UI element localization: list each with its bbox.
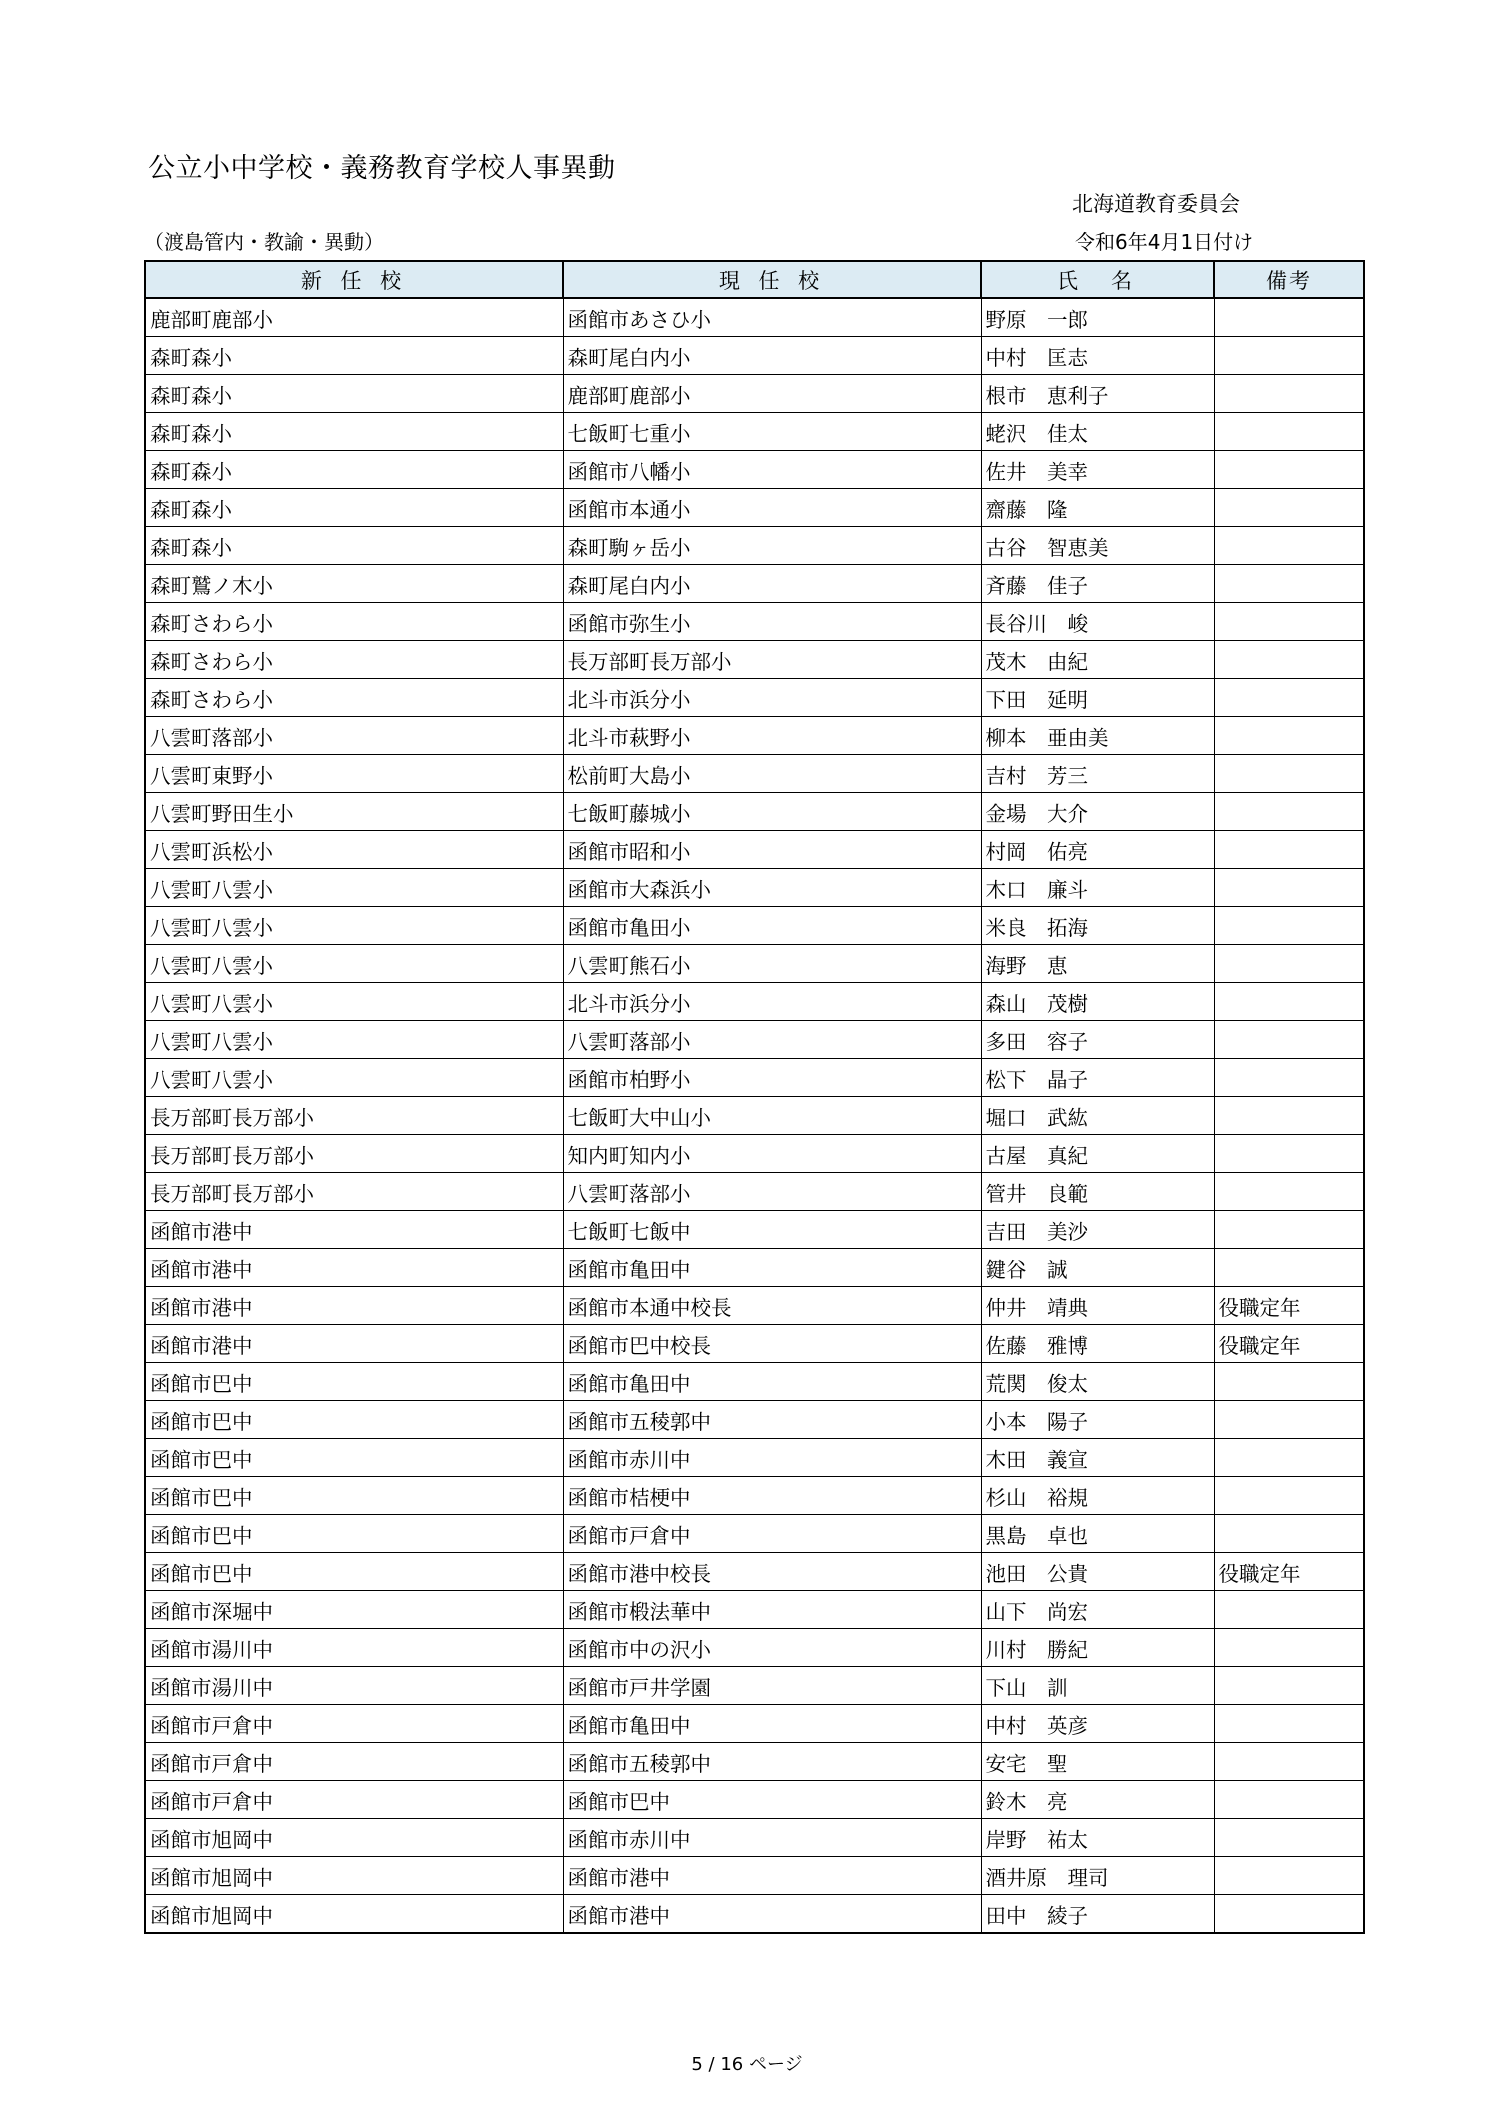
current-school-cell: 函館市弥生小 (563, 603, 981, 641)
remarks-cell (1214, 298, 1364, 337)
name-cell: 吉村 芳三 (981, 755, 1214, 793)
new-school-cell: 鹿部町鹿部小 (145, 298, 563, 337)
table-row (145, 907, 1364, 945)
current-school-cell: 函館市大森浜小 (563, 869, 981, 907)
current-school-cell: 森町駒ヶ岳小 (563, 527, 981, 565)
remarks-cell (1214, 337, 1364, 375)
remarks-cell (1214, 1857, 1364, 1895)
current-school-cell: 七飯町藤城小 (563, 793, 981, 831)
new-school-cell: 函館市巴中 (145, 1515, 563, 1553)
table-row (145, 337, 1364, 375)
table-row (145, 679, 1364, 717)
name-cell: 蛯沢 佳太 (981, 413, 1214, 451)
current-school-cell: 函館市椴法華中 (563, 1591, 981, 1629)
remarks-cell (1214, 413, 1364, 451)
current-school-cell: 北斗市萩野小 (563, 717, 981, 755)
current-school-cell: 函館市戸倉中 (563, 1515, 981, 1553)
header-name: 氏 名 (981, 261, 1214, 298)
name-cell: 酒井原 理司 (981, 1857, 1214, 1895)
table-row (145, 1781, 1364, 1819)
name-cell: 佐藤 雅博 (981, 1325, 1214, 1363)
name-cell: 中村 匡志 (981, 337, 1214, 375)
table-row (145, 831, 1364, 869)
table-row (145, 1819, 1364, 1857)
new-school-cell: 森町森小 (145, 337, 563, 375)
current-school-cell: 八雲町熊石小 (563, 945, 981, 983)
name-cell: 古谷 智恵美 (981, 527, 1214, 565)
new-school-cell: 函館市湯川中 (145, 1629, 563, 1667)
name-cell: 木田 義宣 (981, 1439, 1214, 1477)
current-school-cell: 函館市中の沢小 (563, 1629, 981, 1667)
current-school-cell: 函館市赤川中 (563, 1439, 981, 1477)
current-school-cell: 長万部町長万部小 (563, 641, 981, 679)
table-row (145, 451, 1364, 489)
current-school-cell: 函館市亀田中 (563, 1249, 981, 1287)
table-row (145, 1211, 1364, 1249)
current-school-cell: 北斗市浜分小 (563, 983, 981, 1021)
remarks-cell (1214, 1667, 1364, 1705)
name-cell: 茂木 由紀 (981, 641, 1214, 679)
table-header-row (145, 261, 1364, 298)
remarks-cell (1214, 793, 1364, 831)
new-school-cell: 長万部町長万部小 (145, 1173, 563, 1211)
current-school-cell: 函館市桔梗中 (563, 1477, 981, 1515)
current-school-cell: 函館市戸井学園 (563, 1667, 981, 1705)
new-school-cell: 函館市港中 (145, 1325, 563, 1363)
new-school-cell: 函館市巴中 (145, 1401, 563, 1439)
table-row (145, 1553, 1364, 1591)
header-current-school: 現 任 校 (563, 261, 981, 298)
remarks-cell (1214, 641, 1364, 679)
remarks-cell (1214, 1591, 1364, 1629)
remarks-cell (1214, 565, 1364, 603)
new-school-cell: 函館市巴中 (145, 1553, 563, 1591)
remarks-cell (1214, 1819, 1364, 1857)
name-cell: 鍵谷 誠 (981, 1249, 1214, 1287)
name-cell: 古屋 真紀 (981, 1135, 1214, 1173)
new-school-cell: 函館市戸倉中 (145, 1705, 563, 1743)
new-school-cell: 森町森小 (145, 451, 563, 489)
current-school-cell: 函館市巴中 (563, 1781, 981, 1819)
table-row (145, 1439, 1364, 1477)
name-cell: 堀口 武紘 (981, 1097, 1214, 1135)
new-school-cell: 森町さわら小 (145, 679, 563, 717)
table-row (145, 1705, 1364, 1743)
new-school-cell: 八雲町八雲小 (145, 907, 563, 945)
remarks-cell (1214, 717, 1364, 755)
new-school-cell: 函館市戸倉中 (145, 1743, 563, 1781)
remarks-cell (1214, 1477, 1364, 1515)
table-row (145, 1629, 1364, 1667)
new-school-cell: 森町森小 (145, 527, 563, 565)
remarks-cell (1214, 679, 1364, 717)
name-cell: 川村 勝紀 (981, 1629, 1214, 1667)
current-school-cell: 函館市港中 (563, 1857, 981, 1895)
new-school-cell: 函館市巴中 (145, 1439, 563, 1477)
table-row (145, 641, 1364, 679)
current-school-cell: 函館市港中 (563, 1895, 981, 1934)
current-school-cell: 函館市本通小 (563, 489, 981, 527)
remarks-cell: 役職定年 (1214, 1287, 1364, 1325)
current-school-cell: 八雲町落部小 (563, 1173, 981, 1211)
remarks-cell (1214, 1021, 1364, 1059)
new-school-cell: 函館市旭岡中 (145, 1819, 563, 1857)
remarks-cell: 役職定年 (1214, 1553, 1364, 1591)
new-school-cell: 八雲町八雲小 (145, 1059, 563, 1097)
current-school-cell: 七飯町七重小 (563, 413, 981, 451)
table-row (145, 755, 1364, 793)
new-school-cell: 八雲町東野小 (145, 755, 563, 793)
table-row (145, 1249, 1364, 1287)
remarks-cell (1214, 1135, 1364, 1173)
remarks-cell (1214, 603, 1364, 641)
current-school-cell: 七飯町七飯中 (563, 1211, 981, 1249)
new-school-cell: 函館市港中 (145, 1249, 563, 1287)
current-school-cell: 七飯町大中山小 (563, 1097, 981, 1135)
table-row (145, 1857, 1364, 1895)
remarks-cell (1214, 869, 1364, 907)
name-cell: 中村 英彦 (981, 1705, 1214, 1743)
name-cell: 荒関 俊太 (981, 1363, 1214, 1401)
table-row (145, 1401, 1364, 1439)
current-school-cell: 函館市あさひ小 (563, 298, 981, 337)
remarks-cell (1214, 1895, 1364, 1934)
table-row (145, 1363, 1364, 1401)
remarks-cell (1214, 983, 1364, 1021)
current-school-cell: 函館市亀田中 (563, 1363, 981, 1401)
table-row (145, 1477, 1364, 1515)
table-row (145, 983, 1364, 1021)
remarks-cell (1214, 1515, 1364, 1553)
name-cell: 松下 晶子 (981, 1059, 1214, 1097)
name-cell: 金場 大介 (981, 793, 1214, 831)
new-school-cell: 森町鷲ノ木小 (145, 565, 563, 603)
name-cell: 森山 茂樹 (981, 983, 1214, 1021)
new-school-cell: 森町森小 (145, 413, 563, 451)
header-new-school: 新 任 校 (145, 261, 563, 298)
current-school-cell: 函館市亀田中 (563, 1705, 981, 1743)
new-school-cell: 八雲町浜松小 (145, 831, 563, 869)
name-cell: 下田 延明 (981, 679, 1214, 717)
new-school-cell: 長万部町長万部小 (145, 1135, 563, 1173)
table-row (145, 298, 1364, 337)
new-school-cell: 函館市巴中 (145, 1363, 563, 1401)
table-row (145, 1173, 1364, 1211)
remarks-cell (1214, 1439, 1364, 1477)
table-row (145, 1059, 1364, 1097)
remarks-cell (1214, 375, 1364, 413)
name-cell: 下山 訓 (981, 1667, 1214, 1705)
current-school-cell: 函館市港中校長 (563, 1553, 981, 1591)
name-cell: 仲井 靖典 (981, 1287, 1214, 1325)
table-row (145, 1325, 1364, 1363)
new-school-cell: 八雲町野田生小 (145, 793, 563, 831)
current-school-cell: 函館市巴中校長 (563, 1325, 981, 1363)
table-row (145, 869, 1364, 907)
remarks-cell (1214, 1781, 1364, 1819)
current-school-cell: 函館市柏野小 (563, 1059, 981, 1097)
new-school-cell: 八雲町八雲小 (145, 869, 563, 907)
new-school-cell: 函館市湯川中 (145, 1667, 563, 1705)
effective-date: 令和6年4月1日付け (1075, 230, 1254, 254)
header-remarks: 備考 (1214, 261, 1364, 298)
new-school-cell: 森町森小 (145, 375, 563, 413)
remarks-cell (1214, 1401, 1364, 1439)
remarks-cell (1214, 1249, 1364, 1287)
current-school-cell: 八雲町落部小 (563, 1021, 981, 1059)
name-cell: 吉田 美沙 (981, 1211, 1214, 1249)
current-school-cell: 函館市五稜郭中 (563, 1743, 981, 1781)
table-row (145, 565, 1364, 603)
table-row (145, 375, 1364, 413)
current-school-cell: 函館市亀田小 (563, 907, 981, 945)
name-cell: 佐井 美幸 (981, 451, 1214, 489)
name-cell: 海野 恵 (981, 945, 1214, 983)
remarks-cell (1214, 1059, 1364, 1097)
new-school-cell: 森町さわら小 (145, 603, 563, 641)
name-cell: 柳本 亜由美 (981, 717, 1214, 755)
name-cell: 安宅 聖 (981, 1743, 1214, 1781)
new-school-cell: 函館市戸倉中 (145, 1781, 563, 1819)
name-cell: 田中 綾子 (981, 1895, 1214, 1934)
table-row (145, 603, 1364, 641)
name-cell: 杉山 裕規 (981, 1477, 1214, 1515)
new-school-cell: 函館市旭岡中 (145, 1895, 563, 1934)
current-school-cell: 鹿部町鹿部小 (563, 375, 981, 413)
table-row (145, 793, 1364, 831)
new-school-cell: 八雲町八雲小 (145, 983, 563, 1021)
remarks-cell (1214, 1173, 1364, 1211)
name-cell: 斉藤 佳子 (981, 565, 1214, 603)
current-school-cell: 函館市赤川中 (563, 1819, 981, 1857)
new-school-cell: 森町森小 (145, 489, 563, 527)
remarks-cell (1214, 755, 1364, 793)
table-row (145, 1667, 1364, 1705)
current-school-cell: 松前町大島小 (563, 755, 981, 793)
remarks-cell (1214, 1211, 1364, 1249)
remarks-cell: 役職定年 (1214, 1325, 1364, 1363)
table-row (145, 1287, 1364, 1325)
remarks-cell (1214, 1363, 1364, 1401)
current-school-cell: 函館市本通中校長 (563, 1287, 981, 1325)
new-school-cell: 長万部町長万部小 (145, 1097, 563, 1135)
name-cell: 山下 尚宏 (981, 1591, 1214, 1629)
table-row (145, 1591, 1364, 1629)
name-cell: 黒島 卓也 (981, 1515, 1214, 1553)
current-school-cell: 函館市五稜郭中 (563, 1401, 981, 1439)
table-row (145, 1895, 1364, 1934)
current-school-cell: 知内町知内小 (563, 1135, 981, 1173)
remarks-cell (1214, 907, 1364, 945)
remarks-cell (1214, 1743, 1364, 1781)
name-cell: 齋藤 隆 (981, 489, 1214, 527)
page-subtitle: （渡島管内・教諭・異動） (144, 230, 384, 254)
table-row (145, 527, 1364, 565)
table-row (145, 1515, 1364, 1553)
remarks-cell (1214, 945, 1364, 983)
name-cell: 多田 容子 (981, 1021, 1214, 1059)
new-school-cell: 函館市旭岡中 (145, 1857, 563, 1895)
new-school-cell: 八雲町落部小 (145, 717, 563, 755)
remarks-cell (1214, 831, 1364, 869)
new-school-cell: 森町さわら小 (145, 641, 563, 679)
name-cell: 小本 陽子 (981, 1401, 1214, 1439)
name-cell: 木口 廉斗 (981, 869, 1214, 907)
new-school-cell: 函館市港中 (145, 1211, 563, 1249)
organization-name: 北海道教育委員会 (1072, 192, 1240, 216)
page-number: 5 / 16 ページ (691, 2054, 803, 2075)
remarks-cell (1214, 489, 1364, 527)
table-row (145, 1097, 1364, 1135)
name-cell: 鈴木 亮 (981, 1781, 1214, 1819)
current-school-cell: 森町尾白内小 (563, 337, 981, 375)
remarks-cell (1214, 527, 1364, 565)
name-cell: 岸野 祐太 (981, 1819, 1214, 1857)
new-school-cell: 八雲町八雲小 (145, 945, 563, 983)
table-row (145, 489, 1364, 527)
name-cell: 管井 良範 (981, 1173, 1214, 1211)
name-cell: 根市 恵利子 (981, 375, 1214, 413)
name-cell: 村岡 佑亮 (981, 831, 1214, 869)
remarks-cell (1214, 1097, 1364, 1135)
current-school-cell: 函館市昭和小 (563, 831, 981, 869)
table-row (145, 413, 1364, 451)
page-title: 公立小中学校・義務教育学校人事異動 (148, 153, 616, 184)
name-cell: 米良 拓海 (981, 907, 1214, 945)
current-school-cell: 北斗市浜分小 (563, 679, 981, 717)
table-row (145, 1135, 1364, 1173)
remarks-cell (1214, 451, 1364, 489)
remarks-cell (1214, 1629, 1364, 1667)
new-school-cell: 函館市港中 (145, 1287, 563, 1325)
name-cell: 野原 一郎 (981, 298, 1214, 337)
table-row (145, 1021, 1364, 1059)
table-row (145, 945, 1364, 983)
table-row (145, 717, 1364, 755)
name-cell: 池田 公貴 (981, 1553, 1214, 1591)
new-school-cell: 函館市巴中 (145, 1477, 563, 1515)
current-school-cell: 函館市八幡小 (563, 451, 981, 489)
current-school-cell: 森町尾白内小 (563, 565, 981, 603)
remarks-cell (1214, 1705, 1364, 1743)
table-row (145, 1743, 1364, 1781)
personnel-table (144, 260, 1365, 1934)
name-cell: 長谷川 峻 (981, 603, 1214, 641)
new-school-cell: 函館市深堀中 (145, 1591, 563, 1629)
new-school-cell: 八雲町八雲小 (145, 1021, 563, 1059)
